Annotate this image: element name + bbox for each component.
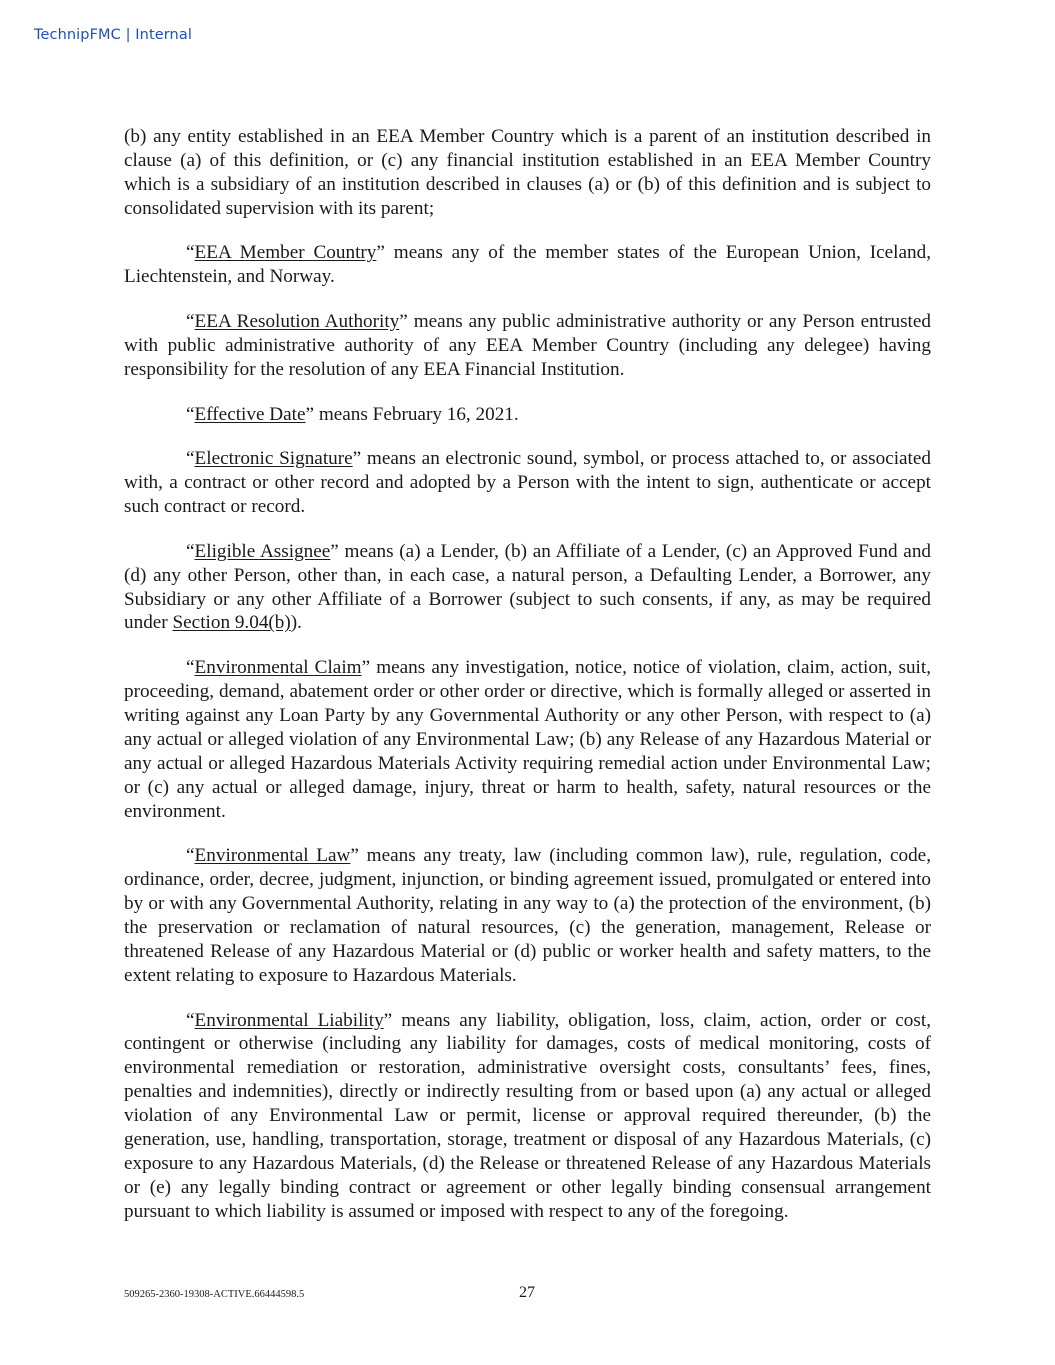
- close-quote: ”: [350, 845, 359, 867]
- definition-text: means any treaty, law (including common law), rule, regulation, code, ordinance, order, decree, judgment, injunction, or binding agreement issued, promulgated or entered into by or with any Governmental Authority, relating in any way to (a) the protection of the environment, (b) the preservation or reclamation of natural resources, (c) the generation, management, Release or threatened Release of any Hazardous Material or (d) public or worker health and safety matters, to the extent relating to exposure to Hazardous Materials.: [124, 845, 931, 986]
- paragraph-text: (b) any entity established in an EEA Member Country which is a parent of an institution described in clause (a) of this definition, or (c) any financial institution established in an EEA Member Country which is a subsidiary of an institution described in clauses (a) or (b) of this definition and is subject to consolidated supervision with its parent;: [124, 126, 931, 219]
- definition-environmental-claim: [124, 656, 931, 823]
- open-quote: “: [186, 540, 195, 562]
- open-quote: “: [186, 311, 195, 333]
- defined-term: EEA Resolution Authority: [194, 311, 400, 333]
- definition-text: means any investigation, notice, notice of violation, claim, action, suit, proceeding, demand, abatement order or other order or directive, which is formally alleged or asserted in writing against any Loan Party by any Governmental Authority or any other Person, with respect to (a) any actual or alleged violation of any Environmental Law; (b) any Release of any Hazardous Material or any actual or alleged Hazardous Materials Activity requiring remedial action under Environmental Law; or (c) any actual or alleged damage, injury, threat or harm to health, safety, natural resources or the environment.: [124, 657, 932, 822]
- close-quote: ”: [352, 448, 362, 470]
- open-quote: “: [186, 657, 195, 679]
- definition-text: means any liability, obligation, loss, claim, action, order or cost, contingent or otherwise (including any liability for damages, costs of medical monitoring, costs of environmental remediation or restoration, administrative oversight costs, consultants’ fees, fines, penalties and indemnities), directly or indirectly resulting from or based upon (a) any actual or alleged violation of any Environmental Law or permit, license or approval required thereunder, (b) the generation, use, handling, transportation, storage, treatment or disposal of any Hazardous Materials, (c) exposure to any Hazardous Materials, (d) the Release or threatened Release of any Hazardous Materials or (e) any legally binding contract or agreement or other legally binding consensual arrangement pursuant to which liability is assumed or imposed with respect to any of the foregoing.: [124, 1009, 931, 1222]
- definition-eligible-assignee: [124, 540, 931, 636]
- definition-eea-member-country: [124, 241, 931, 289]
- definition-eea-resolution-authority: [124, 310, 931, 382]
- definition-environmental-liability: [124, 1009, 931, 1224]
- classification-label: TechnipFMC | Internal: [34, 27, 192, 43]
- defined-term: EEA Member Country: [194, 242, 377, 264]
- definition-effective-date: [124, 403, 931, 427]
- defined-term: Eligible Assignee: [194, 540, 331, 562]
- open-quote: “: [186, 242, 195, 264]
- definition-text: means February 16, 2021.: [314, 403, 519, 425]
- defined-term: Environmental Law: [194, 845, 351, 867]
- open-quote: “: [186, 845, 195, 867]
- defined-term: Environmental Claim: [194, 657, 362, 679]
- paragraph-continuation: [124, 125, 931, 221]
- defined-term: Electronic Signature: [194, 448, 353, 470]
- section-reference-link[interactable]: Section 9.04(b): [172, 612, 291, 634]
- open-quote: “: [186, 1009, 195, 1031]
- close-quote: ”: [361, 657, 371, 679]
- close-quote: ”: [305, 403, 315, 425]
- close-quote: ”: [330, 540, 339, 562]
- definition-text: means (a) a Lender, (b) an Affiliate of a Lender, (c) an Approved Fund and (d) any other Person, other than, in each case, a natural person, a Defaulting Lender, a Borrower, any Subsidiary or any other Affiliate of a Borrower (subject to such consents, if any, as may be required under: [124, 540, 932, 634]
- page-number: 27: [519, 1284, 535, 1301]
- defined-term: Environmental Liability: [194, 1009, 384, 1031]
- footer-document-id: 509265-2360-19308-ACTIVE.66444598.5: [124, 1289, 305, 1300]
- definition-electronic-signature: [124, 447, 931, 519]
- close-quote: ”: [376, 242, 385, 264]
- open-quote: “: [186, 403, 195, 425]
- definition-environmental-law: [124, 844, 931, 987]
- definition-text: means any public administrative authority or any Person entrusted with public administrative authority of any EEA Member Country (including any delegee) having responsibility for the resolution of any EEA Financial Institution.: [124, 311, 931, 380]
- open-quote: “: [186, 448, 195, 470]
- close-quote: ”: [399, 311, 408, 333]
- defined-term: Effective Date: [194, 403, 306, 425]
- definition-text: means an electronic sound, symbol, or process attached to, or associated with, a contract or other record and adopted by a Person with the intent to sign, authenticate or accept such contract or record.: [124, 448, 931, 518]
- definition-text: means any of the member states of the European Union, Iceland, Liechtenstein, and Norway.: [124, 242, 931, 288]
- document-body: [124, 125, 931, 1245]
- definition-tail: ).: [290, 612, 302, 634]
- close-quote: ”: [383, 1009, 393, 1031]
